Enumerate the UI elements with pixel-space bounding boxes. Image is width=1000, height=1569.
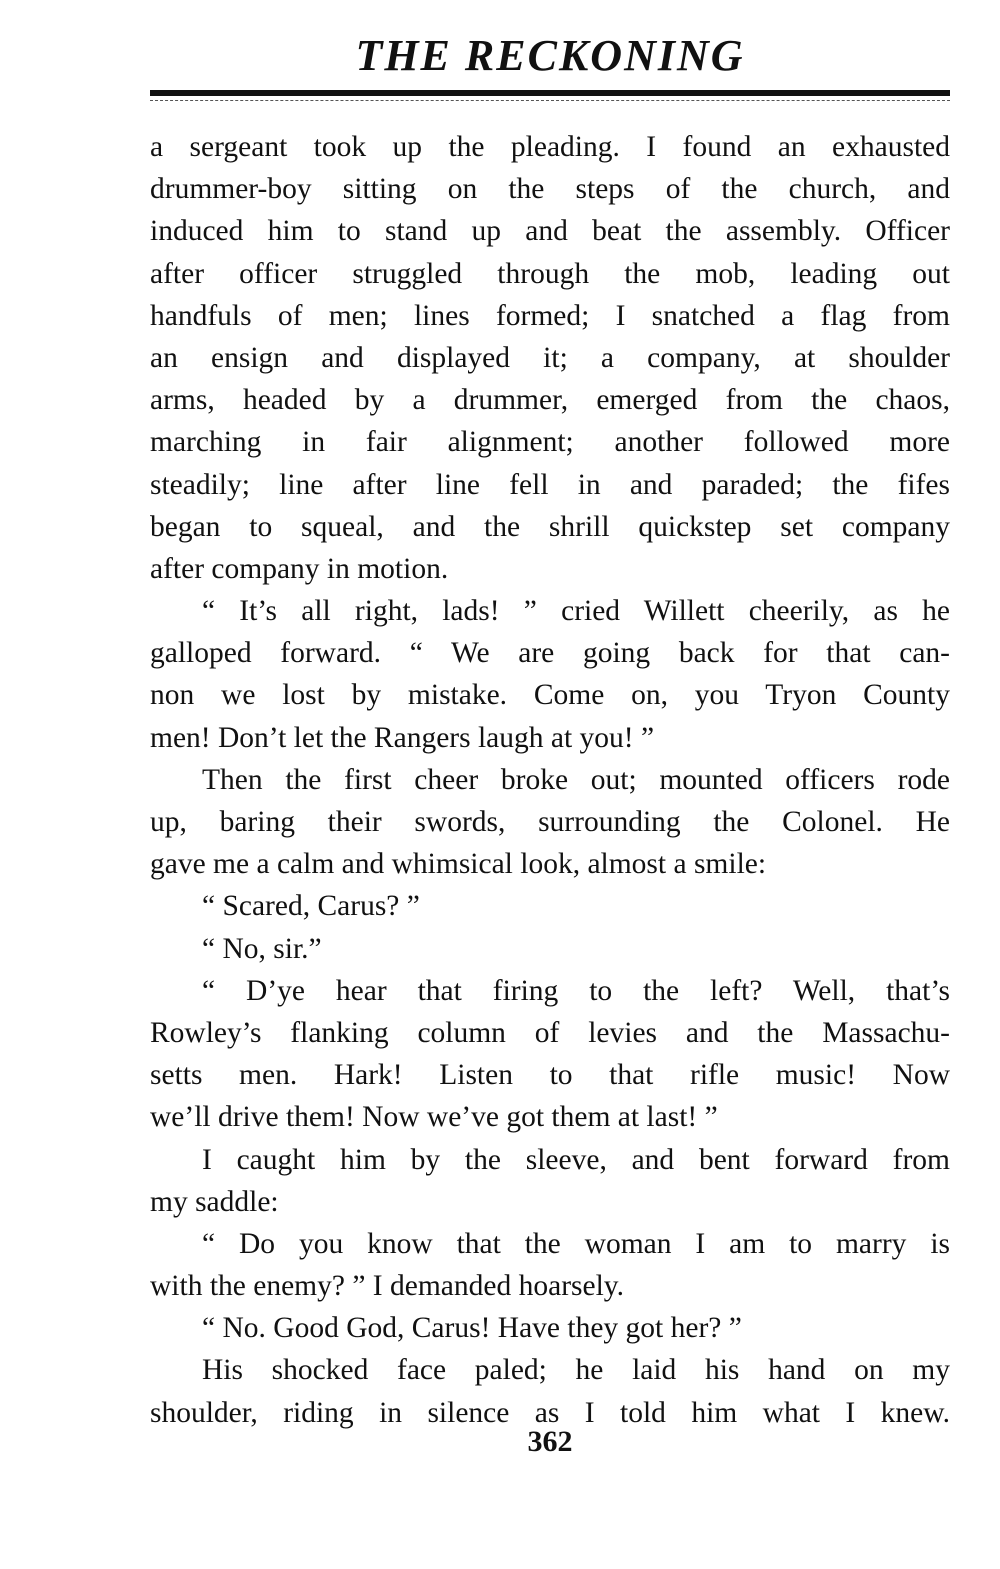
text-line: non we lost by mistake. Come on, you Tryon County (150, 679, 950, 712)
text-line: after officer struggled through the mob, leading out (150, 257, 950, 290)
text-line: a sergeant took up the pleading. I found an exhausted (150, 131, 950, 163)
text-line: we’ll drive them! Now we’ve got them at last! ” (150, 1101, 718, 1134)
text-line: “ D’ye hear that firing to the left? Well, that’s (202, 974, 950, 1007)
body-text (150, 126, 950, 1434)
text-line: shoulder, riding in silence as I told him what I knew. (150, 1396, 950, 1429)
text-line: gave me a calm and whimsical look, almost a smile: (150, 848, 767, 881)
running-head: THE RECKONING (355, 31, 745, 80)
text-line: I caught him by the sleeve, and bent forward from (202, 1143, 950, 1176)
text-line: setts men. Hark! Listen to that rifle music! Now (150, 1059, 950, 1092)
text-line: drummer-boy sitting on the steps of the church, and (150, 173, 950, 206)
text-line: “ No, sir.” (202, 932, 322, 965)
text-line: men! Don’t let the Rangers laugh at you! ” (150, 721, 655, 754)
text-line: my saddle: (150, 1185, 279, 1218)
header-rule-thin (150, 100, 950, 101)
text-line: began to squeal, and the shrill quickstep set company (150, 510, 950, 543)
text-line: galloped forward. “ We are going back for that can- (150, 637, 950, 670)
text-line: with the enemy? ” I demanded hoarsely. (150, 1270, 625, 1303)
text-line: “ No. Good God, Carus! Have they got her? ” (202, 1312, 742, 1345)
text-line: after company in motion. (150, 552, 449, 585)
text-line: steadily; line after line fell in and paraded; the fifes (150, 468, 950, 501)
text-line: Rowley’s flanking column of levies and the Massachu- (150, 1016, 950, 1049)
header-rule-thick (150, 90, 950, 96)
text-line: handfuls of men; lines formed; I snatched a flag from (150, 299, 950, 332)
text-line: up, baring their swords, surrounding the Colonel. He (150, 806, 950, 838)
text-line: “ It’s all right, lads! ” cried Willett cheerily, as he (202, 595, 950, 628)
text-line: induced him to stand up and beat the assembly. Officer (150, 215, 950, 248)
page-number: 362 (527, 1425, 573, 1458)
text-line: arms, headed by a drummer, emerged from the chaos, (150, 384, 950, 417)
text-line: Then the first cheer broke out; mounted officers rode (202, 763, 950, 796)
text-line: an ensign and displayed it; a company, at shoulder (150, 341, 950, 374)
text-line: His shocked face paled; he laid his hand on my (202, 1354, 950, 1387)
text-line: marching in fair alignment; another followed more (150, 426, 950, 459)
text-line: “ Scared, Carus? ” (202, 890, 420, 923)
text-line: “ Do you know that the woman I am to marry is (202, 1227, 950, 1260)
